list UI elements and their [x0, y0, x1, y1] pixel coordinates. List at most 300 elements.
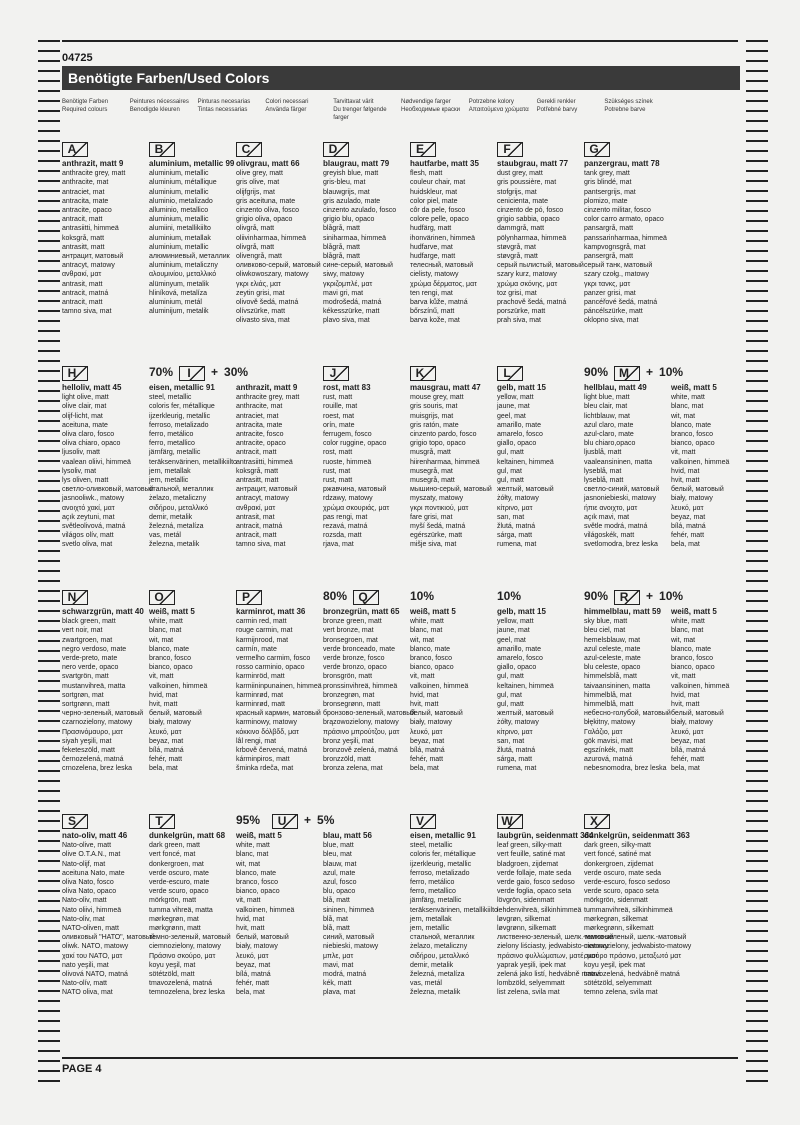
color-entry-header — [149, 812, 229, 830]
margin-line — [746, 360, 768, 362]
color-translation: mavi, mat — [323, 961, 354, 969]
color-translation: γκρι τανκς, ματ — [584, 280, 631, 288]
color-translation: világoskék, matt — [584, 532, 635, 540]
color-translation: κίτρινο, ματ — [497, 504, 533, 512]
color-translation: himmelblå, mat — [584, 691, 632, 699]
color-translation: blu, opaco — [323, 888, 356, 896]
color-letter-tag: V — [410, 814, 436, 829]
color-translation: mustanvihreä, matta — [62, 682, 126, 690]
color-translation: antracyt, matowy — [62, 262, 115, 270]
margin-line — [746, 320, 768, 322]
color-row — [62, 364, 742, 588]
color-row — [62, 140, 742, 364]
color-translation: blu chiaro,opaco — [584, 440, 636, 448]
color-translation: antraciet, mat — [62, 188, 105, 196]
color-translation: mørkegrønn, silkematt — [584, 925, 654, 933]
margin-line — [38, 40, 60, 42]
color-translation: небесно-голубой, матовый — [584, 710, 671, 718]
color-entry — [62, 140, 142, 360]
margin-line — [746, 160, 768, 162]
margin-line — [38, 230, 60, 232]
language-label — [265, 98, 333, 122]
color-translation: mavi gri, mat — [323, 289, 364, 297]
margin-line — [38, 890, 60, 892]
margin-line — [746, 50, 768, 52]
color-entry — [323, 140, 403, 360]
color-letter-tag: K — [410, 366, 436, 381]
margin-line — [38, 980, 60, 982]
top-rule — [62, 40, 738, 42]
margin-line — [746, 930, 768, 932]
color-translation: barva kůže, matná — [410, 299, 468, 307]
margin-line — [38, 70, 60, 72]
color-translation: czarnozielony, matowy — [62, 719, 133, 727]
color-translation: σκούρο πράσινο, μεταξωτό ματ — [584, 952, 682, 960]
color-translation: myszaty, matowy — [410, 495, 464, 503]
color-translation: blanco, mate — [149, 645, 190, 653]
margin-line — [38, 370, 60, 372]
color-translation: azul claro, mate — [584, 421, 634, 429]
color-translation: leaf green, silky-matt — [497, 842, 562, 850]
color-translation: żelazo, metaliczny — [410, 943, 468, 951]
color-translation: huidskleur, mat — [410, 188, 458, 196]
color-entry — [410, 588, 490, 808]
margin-line — [746, 920, 768, 922]
color-translation: anthracite grey, matt — [62, 170, 126, 178]
color-translation: черно-зеленый, матовый — [62, 710, 144, 718]
margin-line — [746, 1000, 768, 1002]
color-translation: himmelblå, matt — [584, 701, 634, 709]
mix-percent: 70% — [149, 365, 174, 380]
mix-percent: 10% — [497, 589, 522, 604]
language-label-text: Tarvittavat värit — [333, 99, 374, 105]
color-translation: сине-серый, матовый — [323, 262, 393, 270]
color-translation: rezavá, matná — [323, 523, 368, 531]
color-translation: fehér, matt — [236, 980, 270, 988]
color-translation: biały, matowy — [149, 719, 191, 727]
color-translation: gul, matt — [497, 449, 524, 457]
color-translation: oliwk. NATO, matowy — [62, 943, 129, 951]
bottom-rule — [62, 1057, 738, 1059]
language-label-text: Benötigte Farben — [62, 99, 109, 105]
color-translation: vit, matt — [671, 673, 696, 681]
color-translation: ferroso, metalizado — [149, 421, 209, 429]
color-translation: crnozelena, brez leska — [62, 765, 133, 773]
color-translation: gris blindé, mat — [584, 179, 632, 187]
color-entry — [62, 364, 154, 584]
color-translation: blanco, mate — [671, 645, 712, 653]
margin-line — [38, 390, 60, 392]
color-translation: siwy, matowy — [323, 271, 365, 279]
color-translation: anthracite grey, matt — [236, 394, 300, 402]
color-translation: sky blue, matt — [584, 618, 628, 626]
color-translation: серый танк, матовый — [584, 262, 653, 270]
color-translation: zeytin grisi, mat — [236, 289, 285, 297]
color-translation: jaune, mat — [497, 627, 530, 635]
margin-line — [746, 210, 768, 212]
margin-line — [38, 1050, 60, 1052]
color-translation: beyaz, mat — [149, 737, 184, 745]
color-translation: γκριζομπλέ, ματ — [323, 280, 373, 288]
color-translation: branco, fosco — [236, 879, 279, 887]
margin-line — [746, 40, 768, 42]
margin-line — [38, 490, 60, 492]
color-translation: carmín, mate — [236, 645, 277, 653]
margin-line — [38, 190, 60, 192]
color-translation: bianco, opaco — [410, 664, 454, 672]
margin-line — [38, 60, 60, 62]
color-translation: temno zelena, svila mat — [584, 989, 658, 997]
margin-line — [746, 100, 768, 102]
color-entry — [323, 588, 416, 808]
margin-line — [38, 280, 60, 282]
language-label-text: Szükséges színek — [604, 99, 653, 105]
color-translation: løvgrønn, silkematt — [497, 925, 557, 933]
color-translation: olive O.T.A.N., mat — [62, 851, 121, 859]
color-name: blau, matt 56 — [323, 831, 372, 840]
color-translation: mörkgrön, matt — [149, 897, 197, 905]
margin-line — [746, 120, 768, 122]
color-translation: wit, mat — [149, 636, 174, 644]
color-translation: bílá, matná — [671, 747, 706, 755]
margin-line — [38, 830, 60, 832]
color-translation: pantsergrijs, mat — [584, 188, 636, 196]
color-translation: mišje siva, mat — [410, 541, 457, 549]
color-translation: wit, mat — [410, 636, 435, 644]
color-translation: bela, mat — [410, 765, 439, 773]
color-letter-tag: S — [62, 814, 88, 829]
color-translation: vert foncé, mat — [149, 851, 196, 859]
color-entry-header — [236, 588, 316, 606]
color-translation: negro verdoso, mate — [62, 645, 127, 653]
color-translation: Πρασινόμαυρο, ματ — [62, 728, 123, 736]
color-translation: błękitny, matowy — [584, 719, 636, 727]
color-letter-tag: B — [149, 142, 175, 157]
color-translation: bianco, opaco — [236, 888, 280, 896]
color-translation: açık mavi, mat — [584, 513, 630, 521]
margin-line — [746, 220, 768, 222]
color-translation: pölynharmaa, himmeä — [497, 234, 567, 242]
color-translation: vas, metál — [149, 532, 181, 540]
margin-line — [38, 160, 60, 162]
color-translation: açık zeytuni, mat — [62, 513, 115, 521]
margin-line — [746, 250, 768, 252]
margin-line — [38, 1070, 60, 1072]
color-translation: lombzöld, selyemmatt — [497, 980, 565, 988]
color-translation: egszínkék, matt — [584, 747, 634, 755]
margin-line — [746, 1020, 768, 1022]
color-translation: kampvognsgrå, mat — [584, 243, 646, 251]
color-translation: rumena, mat — [497, 541, 537, 549]
color-translation: sininen, himmeä — [323, 906, 374, 914]
color-translation: ανθρακί, ματ — [62, 271, 102, 279]
color-translation: geel, mat — [497, 412, 526, 420]
color-translation: steel, metallic — [410, 842, 453, 850]
color-translation: musgrå, matt — [410, 449, 451, 457]
color-translation: желтый, матовый — [497, 710, 554, 718]
margin-line — [38, 990, 60, 992]
margin-line — [38, 520, 60, 522]
color-translation: železná, metalíza — [149, 523, 204, 531]
color-entry-header — [236, 140, 316, 158]
color-entry-header — [236, 364, 316, 382]
color-translation: cinzento oliva, fosco — [236, 207, 300, 215]
color-translation: ανθρακί, ματ — [236, 504, 276, 512]
color-name: bronzegrün, matt 65 — [323, 607, 400, 616]
color-translation: giallo, opaco — [497, 664, 537, 672]
color-translation: bronze green, matt — [323, 618, 382, 626]
language-label — [333, 98, 401, 122]
color-translation: lysoliv, mat — [62, 467, 97, 475]
margin-line — [746, 340, 768, 342]
color-letter-tag: H — [62, 366, 88, 381]
margin-line — [746, 290, 768, 292]
margin-line — [38, 610, 60, 612]
margin-line — [746, 1080, 768, 1082]
color-row — [62, 812, 742, 1036]
color-name: hautfarbe, matt 35 — [410, 159, 479, 168]
color-translation: lyseblå, mat — [584, 467, 622, 475]
color-letter-tag: E — [410, 142, 436, 157]
language-label — [401, 98, 469, 122]
margin-line — [746, 970, 768, 972]
color-translation: bleu clair, mat — [584, 403, 628, 411]
color-translation: blu celeste, opaco — [584, 664, 641, 672]
margin-line — [38, 1080, 60, 1082]
margin-line — [38, 470, 60, 472]
color-translation: bianco, opaco — [671, 664, 715, 672]
color-translation: karminowy, matowy — [236, 719, 297, 727]
color-translation: temnozelena, brez leska — [149, 989, 225, 997]
color-translation: κόκκινο δόλβδδ, ματ — [236, 728, 299, 736]
color-translation: vas, metál — [410, 980, 442, 988]
color-translation: красный кармин, матовый — [236, 710, 321, 718]
color-translation: dust grey, matt — [497, 170, 543, 178]
color-translation: tumma vihreä, matta — [149, 906, 213, 914]
color-translation: blanc, mat — [671, 627, 704, 635]
margin-line — [746, 950, 768, 952]
color-translation: hvid, mat — [410, 691, 439, 699]
color-translation: barva kože, mat — [410, 317, 460, 325]
color-translation: jasnooliwk., matowy — [62, 495, 125, 503]
color-translation: azul, mate — [323, 869, 356, 877]
color-translation: αλουμινίου, μεταλλικό — [149, 271, 217, 279]
margin-line — [746, 820, 768, 822]
color-translation: amarillo, mate — [497, 421, 541, 429]
color-letter-tag: C — [236, 142, 262, 157]
margin-line — [38, 660, 60, 662]
margin-line — [38, 1000, 60, 1002]
color-translation: gris aceituna, mate — [236, 197, 296, 205]
color-translation: blå, matt — [323, 897, 350, 905]
color-translation: hvid, mat — [671, 467, 700, 475]
left-margin-lines — [38, 40, 60, 1090]
color-translation: verde gaio, fosco sedoso — [497, 879, 575, 887]
color-translation: antrasit, matt — [62, 280, 103, 288]
color-translation: стальной, металлик — [410, 934, 475, 942]
color-translation: blanc, mat — [671, 403, 704, 411]
color-translation: donkergroen, mat — [149, 860, 204, 868]
color-translation: couleur chair, mat — [410, 179, 466, 187]
color-translation: cinzento militar, fosco — [584, 207, 651, 215]
color-translation: côr da pele, fosco — [410, 207, 466, 215]
color-translation: NATO oliva, mat — [62, 989, 113, 997]
margin-line — [38, 270, 60, 272]
mix-percent: 30% — [224, 365, 249, 380]
color-translation: sötétzöld, matt — [149, 971, 195, 979]
color-translation: jern, metallak — [410, 915, 452, 923]
color-translation: anthracite, mat — [236, 403, 283, 411]
color-translation: oliwkowoszary, matowy — [236, 271, 309, 279]
color-translation: amarelo, fosco — [497, 431, 543, 439]
margin-line — [38, 480, 60, 482]
color-translation: μπλε, ματ — [323, 952, 354, 960]
color-name: weiß, matt 5 — [671, 607, 717, 616]
color-entry-header — [410, 588, 490, 606]
color-letter-tag: M — [614, 366, 640, 381]
color-translation: nero verde, opaco — [62, 664, 119, 672]
color-name: dunkelgrün, matt 68 — [149, 831, 226, 840]
color-translation: svetlomodra, brez leska — [584, 541, 658, 549]
color-entry — [497, 140, 584, 360]
margin-line — [38, 1060, 60, 1062]
color-entry-header — [236, 812, 335, 830]
color-letter-tag: O — [149, 590, 175, 605]
color-translation: giallo, opaco — [497, 440, 537, 448]
color-name: himmelblau, matt 59 — [584, 607, 661, 616]
color-translation: mörkgrön, sidenmatt — [584, 897, 648, 905]
language-label-text: Peintures nécessaires — [129, 99, 189, 105]
margin-line — [38, 380, 60, 382]
margin-line — [38, 820, 60, 822]
margin-line — [38, 720, 60, 722]
color-translation: fehér, matt — [671, 532, 705, 540]
color-translation: Nato oliivi, himmeä — [62, 906, 122, 914]
language-label-text: Potrzebne kolory — [468, 99, 514, 105]
color-translation: antracit, matt — [236, 532, 277, 540]
color-translation: valkoinen, himmeä — [671, 458, 730, 466]
color-translation: light olive, matt — [62, 394, 109, 402]
color-entry-header — [62, 812, 142, 830]
color-translation: oliva claro, fosco — [62, 431, 115, 439]
color-name: anthrazit, matt 9 — [62, 159, 124, 168]
color-translation: антрацит, матовый — [236, 486, 298, 494]
language-label-text: Required colours — [62, 107, 108, 113]
color-entry — [236, 812, 335, 1032]
color-translation: greyish blue, matt — [323, 170, 379, 178]
margin-line — [746, 130, 768, 132]
color-letter-tag: R — [614, 590, 640, 605]
color-translation: оливковый "НАТО", матовый — [62, 934, 155, 942]
color-translation: blå, mat — [323, 915, 348, 923]
margin-line — [38, 120, 60, 122]
color-translation: bronzzöld, matt — [323, 756, 371, 764]
color-translation: panzer grisi, mat — [584, 289, 636, 297]
color-translation: modrá, matná — [323, 971, 367, 979]
color-translation: blanc, mat — [236, 851, 269, 859]
color-translation: bleu, mat — [323, 851, 352, 859]
margin-line — [746, 1040, 768, 1042]
plus-icon: + — [646, 365, 654, 380]
color-entry-header — [149, 588, 229, 606]
margin-line — [746, 190, 768, 192]
color-translation: бронзово-зеленый, матовый — [323, 710, 416, 718]
color-translation: olívszürke, matt — [236, 308, 286, 316]
color-name: olivgrau, matt 66 — [236, 159, 300, 168]
color-translation: fare grisi, mat — [410, 513, 453, 521]
color-translation: aceituna, mate — [62, 421, 108, 429]
color-translation: tamno siva, mat — [236, 541, 286, 549]
margin-line — [746, 350, 768, 352]
color-translation: pansergrå, matt — [584, 253, 634, 261]
color-translation: aluminium, metallak — [149, 234, 211, 242]
margin-line — [746, 850, 768, 852]
color-translation: antracite, fosco — [236, 431, 284, 439]
margin-line — [38, 320, 60, 322]
language-label-text: Nødvendige farger — [401, 99, 451, 105]
color-translation: blå, matt — [323, 925, 350, 933]
color-translation: rust, matt — [323, 394, 353, 402]
color-entry — [410, 364, 490, 584]
margin-line — [38, 430, 60, 432]
color-translation: verde-escuro, mate — [149, 879, 210, 887]
color-translation: porszürke, matt — [497, 308, 546, 316]
color-name: laubgrün, seidenmatt 364 — [497, 831, 594, 840]
color-letter-tag: P — [236, 590, 262, 605]
color-translation: white, matt — [671, 394, 705, 402]
color-translation: bianco, opaco — [671, 440, 715, 448]
color-name: dunkelgrün, seidenmatt 363 — [584, 831, 690, 840]
color-translation: panssarinharmaa, himmeä — [584, 234, 667, 242]
color-translation: biały, matowy — [671, 719, 713, 727]
margin-line — [746, 940, 768, 942]
margin-line — [38, 850, 60, 852]
color-translation: light blue, matt — [584, 394, 630, 402]
color-entry-header — [149, 140, 229, 158]
color-translation: белый, матовый — [671, 710, 724, 718]
color-translation: ανοιχτό χακί, ματ — [62, 504, 115, 512]
margin-line — [38, 930, 60, 932]
color-translation: color carro armato, opaco — [584, 216, 664, 224]
color-translation: sárga, matt — [497, 532, 533, 540]
color-translation: blanc, mat — [410, 627, 443, 635]
color-translation: sarı, mat — [497, 513, 525, 521]
color-translation: pansargrå, matt — [584, 225, 634, 233]
margin-line — [746, 910, 768, 912]
margin-line — [746, 200, 768, 202]
margin-line — [38, 340, 60, 342]
color-name: hellblau, matt 49 — [584, 383, 647, 392]
margin-line — [746, 110, 768, 112]
color-translation: hliníková, metalíza — [149, 289, 207, 297]
color-translation: páncélszürke, matt — [584, 308, 643, 316]
color-translation: amarillo, mate — [497, 645, 541, 653]
color-translation: olivová NATO, matná — [62, 971, 128, 979]
color-translation: antraciet, mat — [236, 412, 279, 420]
margin-line — [38, 620, 60, 622]
color-translation: oliva Nato, fosco — [62, 879, 114, 887]
color-name: gelb, matt 15 — [497, 383, 546, 392]
color-translation: alluminio, metallico — [149, 207, 209, 215]
color-translation: πράσινο μπρούτζου, ματ — [323, 728, 400, 736]
margin-line — [746, 1010, 768, 1012]
color-translation: biały, matowy — [236, 943, 278, 951]
color-translation: azul celeste, mate — [584, 645, 641, 653]
color-name: rost, matt 83 — [323, 383, 371, 392]
color-name: anthrazit, matt 9 — [236, 383, 298, 392]
margin-line — [38, 870, 60, 872]
color-entry-header — [149, 364, 249, 382]
